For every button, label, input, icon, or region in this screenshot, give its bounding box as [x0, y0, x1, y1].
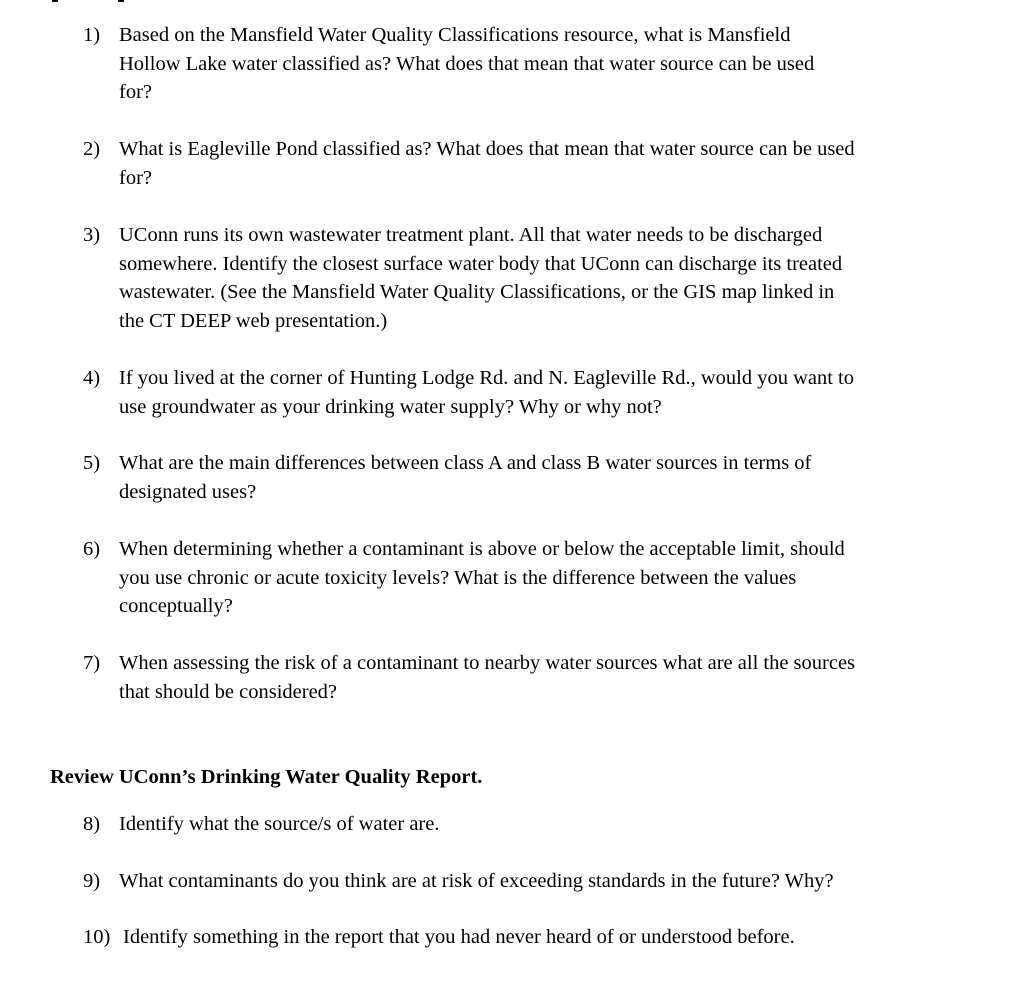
- question-line: designated uses?: [119, 480, 257, 503]
- cropped-top-line: [0, 0, 1024, 2]
- question-text: [119, 867, 969, 896]
- question-number: 10): [83, 926, 111, 948]
- cropped-mark: [118, 0, 124, 2]
- section-heading: Review UConn’s Drinking Water Quality Report.: [50, 766, 483, 788]
- question-line: When determining whether a contaminant is above or below the acceptable limit, should: [119, 538, 845, 560]
- question-number: 2): [83, 138, 101, 160]
- question-text: [119, 810, 969, 839]
- question-text: [119, 649, 969, 706]
- question-line: Identify something in the report that you had never heard of or understood before.: [123, 926, 795, 948]
- question-number: 7): [83, 652, 101, 674]
- question-line: use groundwater as your drinking water supply? Why or why not?: [119, 395, 662, 418]
- question-line: wastewater. (See the Mansfield Water Quality Classifications, or the GIS map linked in: [119, 281, 835, 304]
- question-line: When assessing the risk of a contaminant to nearby water sources what are all the sources: [119, 652, 856, 674]
- question-number: 5): [83, 452, 101, 474]
- question-text: [119, 535, 969, 621]
- cropped-mark: [52, 0, 58, 2]
- question-number: 4): [83, 367, 101, 389]
- question-number: 1): [83, 24, 101, 46]
- question-text: [119, 364, 969, 421]
- question-line: conceptually?: [119, 595, 233, 618]
- question-line: What are the main differences between class A and class B water sources in terms of: [119, 452, 812, 474]
- question-line: Identify what the source/s of water are.: [119, 813, 440, 835]
- question-text: [123, 923, 973, 952]
- question-number: 3): [83, 224, 101, 246]
- question-number: 6): [83, 538, 101, 560]
- question-line: UConn runs its own wastewater treatment plant. All that water needs to be discharged: [119, 224, 823, 246]
- question-line: If you lived at the corner of Hunting Lodge Rd. and N. Eagleville Rd., would you want to: [119, 367, 854, 389]
- question-line: the CT DEEP web presentation.): [119, 310, 388, 333]
- question-line: What is Eagleville Pond classified as? What does that mean that water source can be used: [119, 138, 855, 160]
- question-line: somewhere. Identify the closest surface water body that UConn can discharge its treated: [119, 252, 843, 275]
- question-text: [119, 21, 969, 107]
- question-number: 9): [83, 870, 101, 892]
- question-line: Hollow Lake water classified as? What does that mean that water source can be used: [119, 52, 815, 75]
- question-text: [119, 221, 969, 336]
- question-line: for?: [119, 81, 153, 104]
- question-line: for?: [119, 166, 153, 189]
- question-number: 8): [83, 813, 101, 835]
- question-line: Based on the Mansfield Water Quality Classifications resource, what is Mansfield: [119, 24, 791, 46]
- question-text: [119, 135, 969, 192]
- question-line: What contaminants do you think are at risk of exceeding standards in the future? Why?: [119, 870, 834, 892]
- question-text: [119, 449, 969, 506]
- question-line: that should be considered?: [119, 680, 338, 703]
- question-line: you use chronic or acute toxicity levels? What is the difference between the values: [119, 566, 797, 589]
